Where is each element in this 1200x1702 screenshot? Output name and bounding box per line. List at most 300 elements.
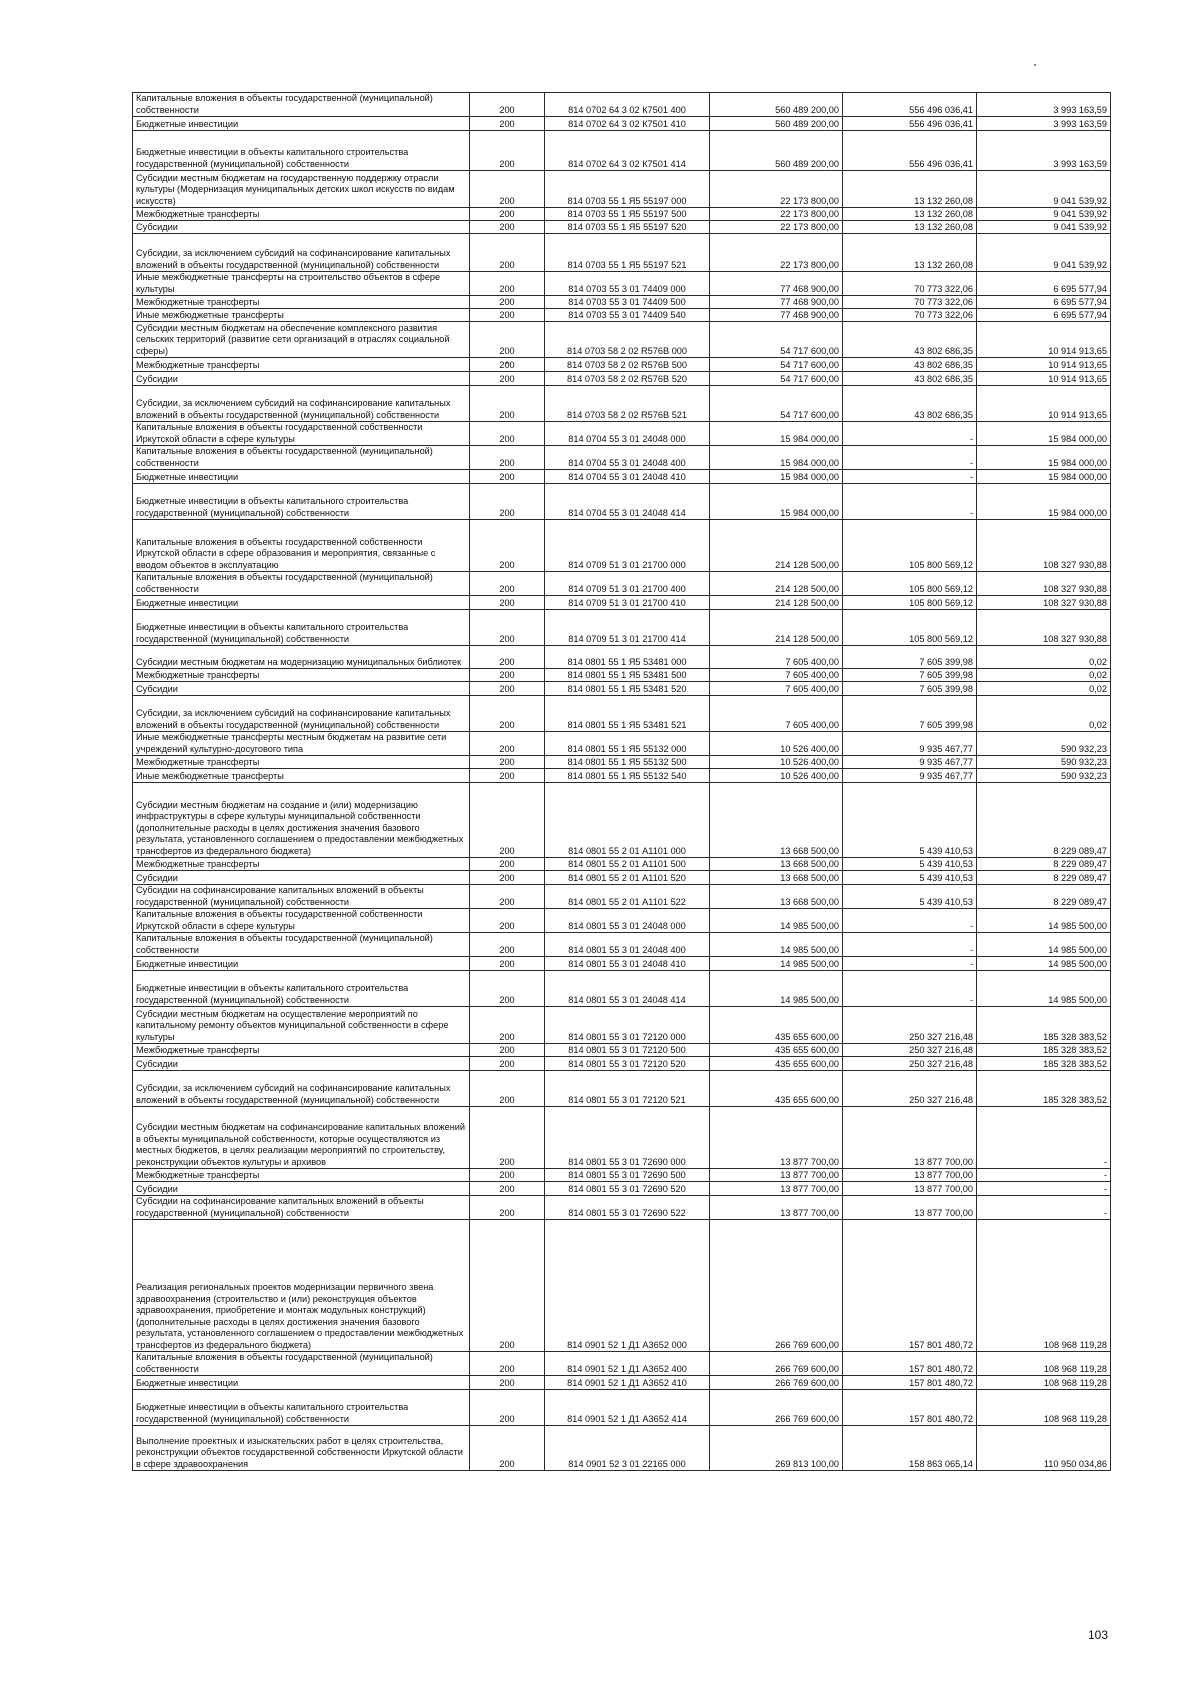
- table-row: [133, 520, 1111, 572]
- row-name: Межбюджетные трансферты: [133, 358, 470, 372]
- table-row: [133, 669, 1111, 682]
- table-row: [133, 572, 1111, 596]
- row-executed-amount: 43 802 686,35: [843, 358, 977, 372]
- table-row: [133, 1196, 1111, 1220]
- row-executed-amount: 43 802 686,35: [843, 322, 977, 358]
- row-executed-amount: -: [843, 484, 977, 520]
- row-line-code: 200: [470, 610, 545, 646]
- table-row: [133, 1169, 1111, 1182]
- row-executed-amount: -: [843, 422, 977, 446]
- row-budget-code: 814 0801 55 2 01 А1101 500: [545, 858, 710, 871]
- row-name: Капитальные вложения в объекты государственной (муниципальной) собственности: [133, 572, 470, 596]
- row-line-code: 200: [470, 646, 545, 669]
- row-approved-amount: 54 717 600,00: [710, 386, 843, 422]
- row-line-code: 200: [470, 1057, 545, 1071]
- row-name: Капитальные вложения в объекты государственной (муниципальной) собственности: [133, 933, 470, 957]
- row-budget-code: 814 0703 55 1 Я5 55197 500: [545, 208, 710, 221]
- row-name: Субсидии: [133, 372, 470, 386]
- row-approved-amount: 14 985 500,00: [710, 971, 843, 1007]
- table-row: [133, 1007, 1111, 1044]
- table-row: [133, 646, 1111, 669]
- row-unexecuted-amount: 6 695 577,94: [977, 309, 1111, 322]
- row-line-code: 200: [470, 422, 545, 446]
- row-unexecuted-amount: 0,02: [977, 682, 1111, 696]
- table-body: [133, 93, 1111, 1471]
- row-unexecuted-amount: 108 327 930,88: [977, 596, 1111, 610]
- table-row: [133, 885, 1111, 909]
- row-line-code: 200: [470, 1007, 545, 1044]
- row-executed-amount: 105 800 569,12: [843, 596, 977, 610]
- row-budget-code: 814 0801 55 3 01 72120 521: [545, 1071, 710, 1107]
- row-name: Бюджетные инвестиции: [133, 957, 470, 971]
- table-row: [133, 1057, 1111, 1071]
- row-approved-amount: 14 985 500,00: [710, 909, 843, 933]
- row-budget-code: 814 0801 55 3 01 72690 000: [545, 1107, 710, 1169]
- table-row: [133, 221, 1111, 234]
- row-line-code: 200: [470, 732, 545, 756]
- row-budget-code: 814 0704 55 3 01 24048 400: [545, 446, 710, 470]
- row-executed-amount: 250 327 216,48: [843, 1007, 977, 1044]
- row-name: Бюджетные инвестиции в объекты капитального строительства государственной (муниципальной) собственности: [133, 971, 470, 1007]
- row-budget-code: 814 0703 55 3 01 74409 540: [545, 309, 710, 322]
- table-row: [133, 309, 1111, 322]
- row-budget-code: 814 0709 51 3 01 21700 400: [545, 572, 710, 596]
- row-unexecuted-amount: 185 328 383,52: [977, 1044, 1111, 1057]
- row-budget-code: 814 0704 55 3 01 24048 000: [545, 422, 710, 446]
- row-line-code: 200: [470, 769, 545, 783]
- table-row: [133, 1071, 1111, 1107]
- row-unexecuted-amount: 9 041 539,92: [977, 208, 1111, 221]
- row-budget-code: 814 0801 55 1 Я5 55132 000: [545, 732, 710, 756]
- row-name: Капитальные вложения в объекты государственной собственности Иркутской области в сфере культуры: [133, 422, 470, 446]
- row-line-code: 200: [470, 783, 545, 858]
- row-line-code: 200: [470, 322, 545, 358]
- row-executed-amount: -: [843, 446, 977, 470]
- row-approved-amount: 269 813 100,00: [710, 1426, 843, 1471]
- row-approved-amount: 435 655 600,00: [710, 1044, 843, 1057]
- row-name: Бюджетные инвестиции в объекты капитального строительства государственной (муниципальной) собственности: [133, 484, 470, 520]
- row-executed-amount: 5 439 410,53: [843, 871, 977, 885]
- table-row: [133, 446, 1111, 470]
- table-row: [133, 93, 1111, 117]
- table-row: [133, 234, 1111, 272]
- row-name: Иные межбюджетные трансферты местным бюджетам на развитие сети учреждений культурно-досугового типа: [133, 732, 470, 756]
- row-unexecuted-amount: 108 968 119,28: [977, 1376, 1111, 1390]
- row-line-code: 200: [470, 1169, 545, 1182]
- row-executed-amount: 13 132 260,08: [843, 171, 977, 208]
- row-budget-code: 814 0709 51 3 01 21700 414: [545, 610, 710, 646]
- row-unexecuted-amount: 108 968 119,28: [977, 1352, 1111, 1376]
- row-unexecuted-amount: 108 327 930,88: [977, 520, 1111, 572]
- row-line-code: 200: [470, 1376, 545, 1390]
- row-executed-amount: 556 496 036,41: [843, 93, 977, 117]
- row-executed-amount: 13 132 260,08: [843, 221, 977, 234]
- row-name: Межбюджетные трансферты: [133, 756, 470, 769]
- row-budget-code: 814 0703 55 3 01 74409 000: [545, 272, 710, 296]
- row-name: Иные межбюджетные трансферты на строительство объектов в сфере культуры: [133, 272, 470, 296]
- row-executed-amount: 13 877 700,00: [843, 1169, 977, 1182]
- row-name: Бюджетные инвестиции в объекты капитального строительства государственной (муниципальной) собственности: [133, 131, 470, 171]
- row-name: Субсидии, за исключением субсидий на софинансирование капитальных вложений в объекты государственной (муниципальной) собственности: [133, 386, 470, 422]
- row-unexecuted-amount: 10 914 913,65: [977, 386, 1111, 422]
- row-budget-code: 814 0703 58 2 02 R576B 000: [545, 322, 710, 358]
- row-unexecuted-amount: 15 984 000,00: [977, 422, 1111, 446]
- row-unexecuted-amount: 108 327 930,88: [977, 572, 1111, 596]
- row-executed-amount: 70 773 322,06: [843, 272, 977, 296]
- row-approved-amount: 435 655 600,00: [710, 1007, 843, 1044]
- row-name: Иные межбюджетные трансферты: [133, 769, 470, 783]
- row-line-code: 200: [470, 93, 545, 117]
- row-name: Выполнение проектных и изыскательских работ в целях строительства, реконструкции объектов государственной собственности Иркутской области в сфере здравоохранения: [133, 1426, 470, 1471]
- row-executed-amount: 7 605 399,98: [843, 669, 977, 682]
- row-approved-amount: 7 605 400,00: [710, 646, 843, 669]
- row-unexecuted-amount: 108 968 119,28: [977, 1220, 1111, 1352]
- row-line-code: 200: [470, 296, 545, 309]
- row-unexecuted-amount: 3 993 163,59: [977, 93, 1111, 117]
- table-row: [133, 1107, 1111, 1169]
- row-budget-code: 814 0801 55 3 01 24048 000: [545, 909, 710, 933]
- row-executed-amount: -: [843, 909, 977, 933]
- row-unexecuted-amount: 185 328 383,52: [977, 1057, 1111, 1071]
- row-unexecuted-amount: 8 229 089,47: [977, 783, 1111, 858]
- row-unexecuted-amount: 0,02: [977, 646, 1111, 669]
- table-row: [133, 1426, 1111, 1471]
- row-approved-amount: 15 984 000,00: [710, 422, 843, 446]
- row-line-code: 200: [470, 1044, 545, 1057]
- row-unexecuted-amount: -: [977, 1196, 1111, 1220]
- table-row: [133, 322, 1111, 358]
- table-row: [133, 1352, 1111, 1376]
- row-line-code: 200: [470, 971, 545, 1007]
- row-executed-amount: 7 605 399,98: [843, 646, 977, 669]
- row-unexecuted-amount: 15 984 000,00: [977, 446, 1111, 470]
- row-line-code: 200: [470, 909, 545, 933]
- row-budget-code: 814 0901 52 3 01 22165 000: [545, 1426, 710, 1471]
- row-executed-amount: 13 877 700,00: [843, 1182, 977, 1196]
- table-row: [133, 131, 1111, 171]
- row-name: Межбюджетные трансферты: [133, 858, 470, 871]
- row-name: Субсидии: [133, 682, 470, 696]
- row-approved-amount: 10 526 400,00: [710, 756, 843, 769]
- row-budget-code: 814 0801 55 2 01 А1101 000: [545, 783, 710, 858]
- row-line-code: 200: [470, 117, 545, 131]
- row-executed-amount: 105 800 569,12: [843, 520, 977, 572]
- row-line-code: 200: [470, 484, 545, 520]
- row-name: Бюджетные инвестиции в объекты капитального строительства государственной (муниципальной) собственности: [133, 1390, 470, 1426]
- row-unexecuted-amount: 185 328 383,52: [977, 1007, 1111, 1044]
- row-name: Межбюджетные трансферты: [133, 669, 470, 682]
- row-name: Межбюджетные трансферты: [133, 296, 470, 309]
- row-executed-amount: 5 439 410,53: [843, 858, 977, 871]
- row-name: Бюджетные инвестиции: [133, 470, 470, 484]
- row-line-code: 200: [470, 756, 545, 769]
- row-approved-amount: 13 877 700,00: [710, 1107, 843, 1169]
- row-name: Субсидии, за исключением субсидий на софинансирование капитальных вложений в объекты государственной (муниципальной) собственности: [133, 696, 470, 732]
- row-approved-amount: 22 173 800,00: [710, 171, 843, 208]
- row-budget-code: 814 0901 52 1 Д1 А3652 400: [545, 1352, 710, 1376]
- row-executed-amount: 158 863 065,14: [843, 1426, 977, 1471]
- row-name: Капитальные вложения в объекты государственной (муниципальной) собственности: [133, 93, 470, 117]
- row-executed-amount: 43 802 686,35: [843, 386, 977, 422]
- table-row: [133, 171, 1111, 208]
- row-budget-code: 814 0704 55 3 01 24048 410: [545, 470, 710, 484]
- row-approved-amount: 266 769 600,00: [710, 1352, 843, 1376]
- row-unexecuted-amount: 14 985 500,00: [977, 971, 1111, 1007]
- row-budget-code: 814 0901 52 1 Д1 А3652 414: [545, 1390, 710, 1426]
- row-executed-amount: -: [843, 933, 977, 957]
- row-executed-amount: 13 877 700,00: [843, 1107, 977, 1169]
- row-unexecuted-amount: -: [977, 1182, 1111, 1196]
- table-row: [133, 117, 1111, 131]
- row-executed-amount: 157 801 480,72: [843, 1220, 977, 1352]
- row-executed-amount: 250 327 216,48: [843, 1057, 977, 1071]
- row-unexecuted-amount: 590 932,23: [977, 732, 1111, 756]
- table-row: [133, 272, 1111, 296]
- row-name: Субсидии: [133, 221, 470, 234]
- row-name: Бюджетные инвестиции: [133, 596, 470, 610]
- row-approved-amount: 560 489 200,00: [710, 93, 843, 117]
- row-approved-amount: 7 605 400,00: [710, 682, 843, 696]
- row-name: Субсидии местным бюджетам на модернизацию муниципальных библиотек: [133, 646, 470, 669]
- row-unexecuted-amount: 8 229 089,47: [977, 858, 1111, 871]
- table-row: [133, 783, 1111, 858]
- row-line-code: 200: [470, 272, 545, 296]
- table-row: [133, 682, 1111, 696]
- row-budget-code: 814 0801 55 1 Я5 53481 521: [545, 696, 710, 732]
- row-name: Капитальные вложения в объекты государственной (муниципальной) собственности: [133, 446, 470, 470]
- row-line-code: 200: [470, 470, 545, 484]
- row-name: Капитальные вложения в объекты государственной (муниципальной) собственности: [133, 1352, 470, 1376]
- row-line-code: 200: [470, 208, 545, 221]
- row-budget-code: 814 0703 55 1 Я5 55197 521: [545, 234, 710, 272]
- row-line-code: 200: [470, 1182, 545, 1196]
- table-row: [133, 732, 1111, 756]
- row-unexecuted-amount: 110 950 034,86: [977, 1426, 1111, 1471]
- row-approved-amount: 13 668 500,00: [710, 871, 843, 885]
- row-budget-code: 814 0801 55 3 01 72120 520: [545, 1057, 710, 1071]
- row-unexecuted-amount: -: [977, 1107, 1111, 1169]
- row-approved-amount: 7 605 400,00: [710, 696, 843, 732]
- table-row: [133, 372, 1111, 386]
- row-approved-amount: 7 605 400,00: [710, 669, 843, 682]
- row-executed-amount: 7 605 399,98: [843, 696, 977, 732]
- row-budget-code: 814 0901 52 1 Д1 А3652 000: [545, 1220, 710, 1352]
- row-executed-amount: 250 327 216,48: [843, 1071, 977, 1107]
- row-line-code: 200: [470, 572, 545, 596]
- row-executed-amount: 5 439 410,53: [843, 885, 977, 909]
- row-approved-amount: 13 668 500,00: [710, 783, 843, 858]
- row-budget-code: 814 0801 55 3 01 24048 410: [545, 957, 710, 971]
- table-row: [133, 871, 1111, 885]
- row-budget-code: 814 0801 55 1 Я5 53481 500: [545, 669, 710, 682]
- row-name: Бюджетные инвестиции: [133, 117, 470, 131]
- row-line-code: 200: [470, 669, 545, 682]
- row-approved-amount: 15 984 000,00: [710, 446, 843, 470]
- row-budget-code: 814 0801 55 1 Я5 53481 520: [545, 682, 710, 696]
- row-executed-amount: 556 496 036,41: [843, 131, 977, 171]
- row-budget-code: 814 0704 55 3 01 24048 414: [545, 484, 710, 520]
- row-name: Субсидии местным бюджетам на государственную поддержку отрасли культуры (Модернизация муниципальных детских школ искусств по видам искусств): [133, 171, 470, 208]
- row-approved-amount: 13 877 700,00: [710, 1182, 843, 1196]
- row-line-code: 200: [470, 696, 545, 732]
- row-approved-amount: 77 468 900,00: [710, 272, 843, 296]
- row-name: Капитальные вложения в объекты государственной собственности Иркутской области в сфере образования и мероприятия, связанные с вводом объектов в эксплуатацию: [133, 520, 470, 572]
- row-name: Субсидии местным бюджетам на создание и (или) модернизацию инфраструктуры в сфере культуры муниципальной собственности (дополнительные расходы в целях достижения значения базового результата, установленного соглашением о предоставлении межбюджетных трансфертов из федерального бюджета): [133, 783, 470, 858]
- table-row: [133, 484, 1111, 520]
- row-budget-code: 814 0801 55 2 01 А1101 522: [545, 885, 710, 909]
- row-unexecuted-amount: 9 041 539,92: [977, 171, 1111, 208]
- row-approved-amount: 77 468 900,00: [710, 296, 843, 309]
- row-unexecuted-amount: 108 327 930,88: [977, 610, 1111, 646]
- row-approved-amount: 13 668 500,00: [710, 858, 843, 871]
- row-budget-code: 814 0801 55 3 01 24048 414: [545, 971, 710, 1007]
- row-name: Субсидии на софинансирование капитальных вложений в объекты государственной (муниципальной) собственности: [133, 1196, 470, 1220]
- table-row: [133, 696, 1111, 732]
- budget-execution-table: [132, 92, 1111, 1471]
- row-approved-amount: 13 877 700,00: [710, 1196, 843, 1220]
- row-executed-amount: 556 496 036,41: [843, 117, 977, 131]
- row-name: Иные межбюджетные трансферты: [133, 309, 470, 322]
- row-unexecuted-amount: 6 695 577,94: [977, 272, 1111, 296]
- row-budget-code: 814 0801 55 3 01 72120 500: [545, 1044, 710, 1057]
- row-budget-code: 814 0703 55 1 Я5 55197 520: [545, 221, 710, 234]
- row-approved-amount: 14 985 500,00: [710, 957, 843, 971]
- row-line-code: 200: [470, 596, 545, 610]
- table-row: [133, 208, 1111, 221]
- row-approved-amount: 435 655 600,00: [710, 1071, 843, 1107]
- row-approved-amount: 77 468 900,00: [710, 309, 843, 322]
- row-approved-amount: 214 128 500,00: [710, 572, 843, 596]
- table-row: [133, 756, 1111, 769]
- row-name: Капитальные вложения в объекты государственной собственности Иркутской области в сфере культуры: [133, 909, 470, 933]
- row-name: Субсидии местным бюджетам на софинансирование капитальных вложений в объекты муниципальной собственности, которые осуществляются из местных бюджетов, в целях реализации мероприятий по строительству, реконструкции объектов культуры и архивов: [133, 1107, 470, 1169]
- row-budget-code: 814 0801 55 2 01 А1101 520: [545, 871, 710, 885]
- row-line-code: 200: [470, 933, 545, 957]
- row-executed-amount: 157 801 480,72: [843, 1352, 977, 1376]
- row-line-code: 200: [470, 1352, 545, 1376]
- row-executed-amount: 5 439 410,53: [843, 783, 977, 858]
- row-unexecuted-amount: 14 985 500,00: [977, 933, 1111, 957]
- table-row: [133, 933, 1111, 957]
- row-unexecuted-amount: 9 041 539,92: [977, 221, 1111, 234]
- row-approved-amount: 22 173 800,00: [710, 234, 843, 272]
- row-line-code: 200: [470, 858, 545, 871]
- row-executed-amount: 7 605 399,98: [843, 682, 977, 696]
- row-unexecuted-amount: 10 914 913,65: [977, 372, 1111, 386]
- table-row: [133, 909, 1111, 933]
- row-budget-code: 814 0801 55 3 01 24048 400: [545, 933, 710, 957]
- row-line-code: 200: [470, 358, 545, 372]
- row-budget-code: 814 0703 55 1 Я5 55197 000: [545, 171, 710, 208]
- row-approved-amount: 214 128 500,00: [710, 596, 843, 610]
- row-approved-amount: 560 489 200,00: [710, 131, 843, 171]
- row-executed-amount: -: [843, 971, 977, 1007]
- row-unexecuted-amount: 14 985 500,00: [977, 909, 1111, 933]
- table-row: [133, 1390, 1111, 1426]
- row-unexecuted-amount: 0,02: [977, 669, 1111, 682]
- row-unexecuted-amount: 6 695 577,94: [977, 296, 1111, 309]
- table-row: [133, 1044, 1111, 1057]
- row-line-code: 200: [470, 386, 545, 422]
- row-budget-code: 814 0709 51 3 01 21700 410: [545, 596, 710, 610]
- row-budget-code: 814 0703 58 2 02 R576B 521: [545, 386, 710, 422]
- row-name: Субсидии: [133, 871, 470, 885]
- row-name: Субсидии местным бюджетам на обеспечение комплексного развития сельских территорий (развитие сети организаций в отраслях социальной сферы): [133, 322, 470, 358]
- table-row: [133, 957, 1111, 971]
- table-row: [133, 358, 1111, 372]
- row-line-code: 200: [470, 520, 545, 572]
- row-unexecuted-amount: 0,02: [977, 696, 1111, 732]
- row-approved-amount: 10 526 400,00: [710, 769, 843, 783]
- row-name: Субсидии на софинансирование капитальных вложений в объекты государственной (муниципальной) собственности: [133, 885, 470, 909]
- row-line-code: 200: [470, 682, 545, 696]
- row-budget-code: 814 0801 55 1 Я5 53481 000: [545, 646, 710, 669]
- row-name: Субсидии: [133, 1182, 470, 1196]
- row-unexecuted-amount: 8 229 089,47: [977, 885, 1111, 909]
- row-line-code: 200: [470, 446, 545, 470]
- row-line-code: 200: [470, 957, 545, 971]
- row-budget-code: 814 0702 64 3 02 К7501 400: [545, 93, 710, 117]
- row-approved-amount: 435 655 600,00: [710, 1057, 843, 1071]
- row-name: Межбюджетные трансферты: [133, 1044, 470, 1057]
- row-approved-amount: 214 128 500,00: [710, 610, 843, 646]
- table-row: [133, 596, 1111, 610]
- row-approved-amount: 22 173 800,00: [710, 208, 843, 221]
- row-approved-amount: 22 173 800,00: [710, 221, 843, 234]
- row-approved-amount: 54 717 600,00: [710, 358, 843, 372]
- row-approved-amount: 14 985 500,00: [710, 933, 843, 957]
- row-executed-amount: 70 773 322,06: [843, 309, 977, 322]
- page-number: 103: [1087, 1628, 1108, 1642]
- row-unexecuted-amount: 108 968 119,28: [977, 1390, 1111, 1426]
- row-approved-amount: 560 489 200,00: [710, 117, 843, 131]
- row-name: Реализация региональных проектов модернизации первичного звена здравоохранения (строительство и (или) реконструкция объектов здравоохранения, приобретение и монтаж модульных конструкций) (дополнительные расходы в целях достижения значения базового результата, установленного соглашением о предоставлении межбюджетных трансфертов из федерального бюджета): [133, 1220, 470, 1352]
- table-row: [133, 422, 1111, 446]
- row-name: Бюджетные инвестиции в объекты капитального строительства государственной (муниципальной) собственности: [133, 610, 470, 646]
- row-line-code: 200: [470, 885, 545, 909]
- row-budget-code: 814 0703 55 3 01 74409 500: [545, 296, 710, 309]
- row-budget-code: 814 0709 51 3 01 21700 000: [545, 520, 710, 572]
- row-executed-amount: 70 773 322,06: [843, 296, 977, 309]
- row-approved-amount: 13 668 500,00: [710, 885, 843, 909]
- row-budget-code: 814 0702 64 3 02 К7501 414: [545, 131, 710, 171]
- row-budget-code: 814 0901 52 1 Д1 А3652 410: [545, 1376, 710, 1390]
- row-approved-amount: 266 769 600,00: [710, 1220, 843, 1352]
- row-executed-amount: 157 801 480,72: [843, 1390, 977, 1426]
- row-executed-amount: 9 935 467,77: [843, 769, 977, 783]
- row-line-code: 200: [470, 309, 545, 322]
- row-executed-amount: 13 877 700,00: [843, 1196, 977, 1220]
- row-executed-amount: 13 132 260,08: [843, 208, 977, 221]
- row-executed-amount: 9 935 467,77: [843, 756, 977, 769]
- row-line-code: 200: [470, 171, 545, 208]
- row-name: Субсидии местным бюджетам на осуществление мероприятий по капитальному ремонту объектов муниципальной собственности в сфере культуры: [133, 1007, 470, 1044]
- table-row: [133, 769, 1111, 783]
- row-executed-amount: 250 327 216,48: [843, 1044, 977, 1057]
- row-approved-amount: 15 984 000,00: [710, 484, 843, 520]
- row-approved-amount: 54 717 600,00: [710, 322, 843, 358]
- row-executed-amount: 105 800 569,12: [843, 572, 977, 596]
- row-name: Межбюджетные трансферты: [133, 208, 470, 221]
- row-approved-amount: 15 984 000,00: [710, 470, 843, 484]
- row-budget-code: 814 0801 55 1 Я5 55132 540: [545, 769, 710, 783]
- table-row: [133, 858, 1111, 871]
- row-approved-amount: 54 717 600,00: [710, 372, 843, 386]
- row-executed-amount: 9 935 467,77: [843, 732, 977, 756]
- row-line-code: 200: [470, 372, 545, 386]
- row-unexecuted-amount: -: [977, 1169, 1111, 1182]
- row-name: Субсидии: [133, 1057, 470, 1071]
